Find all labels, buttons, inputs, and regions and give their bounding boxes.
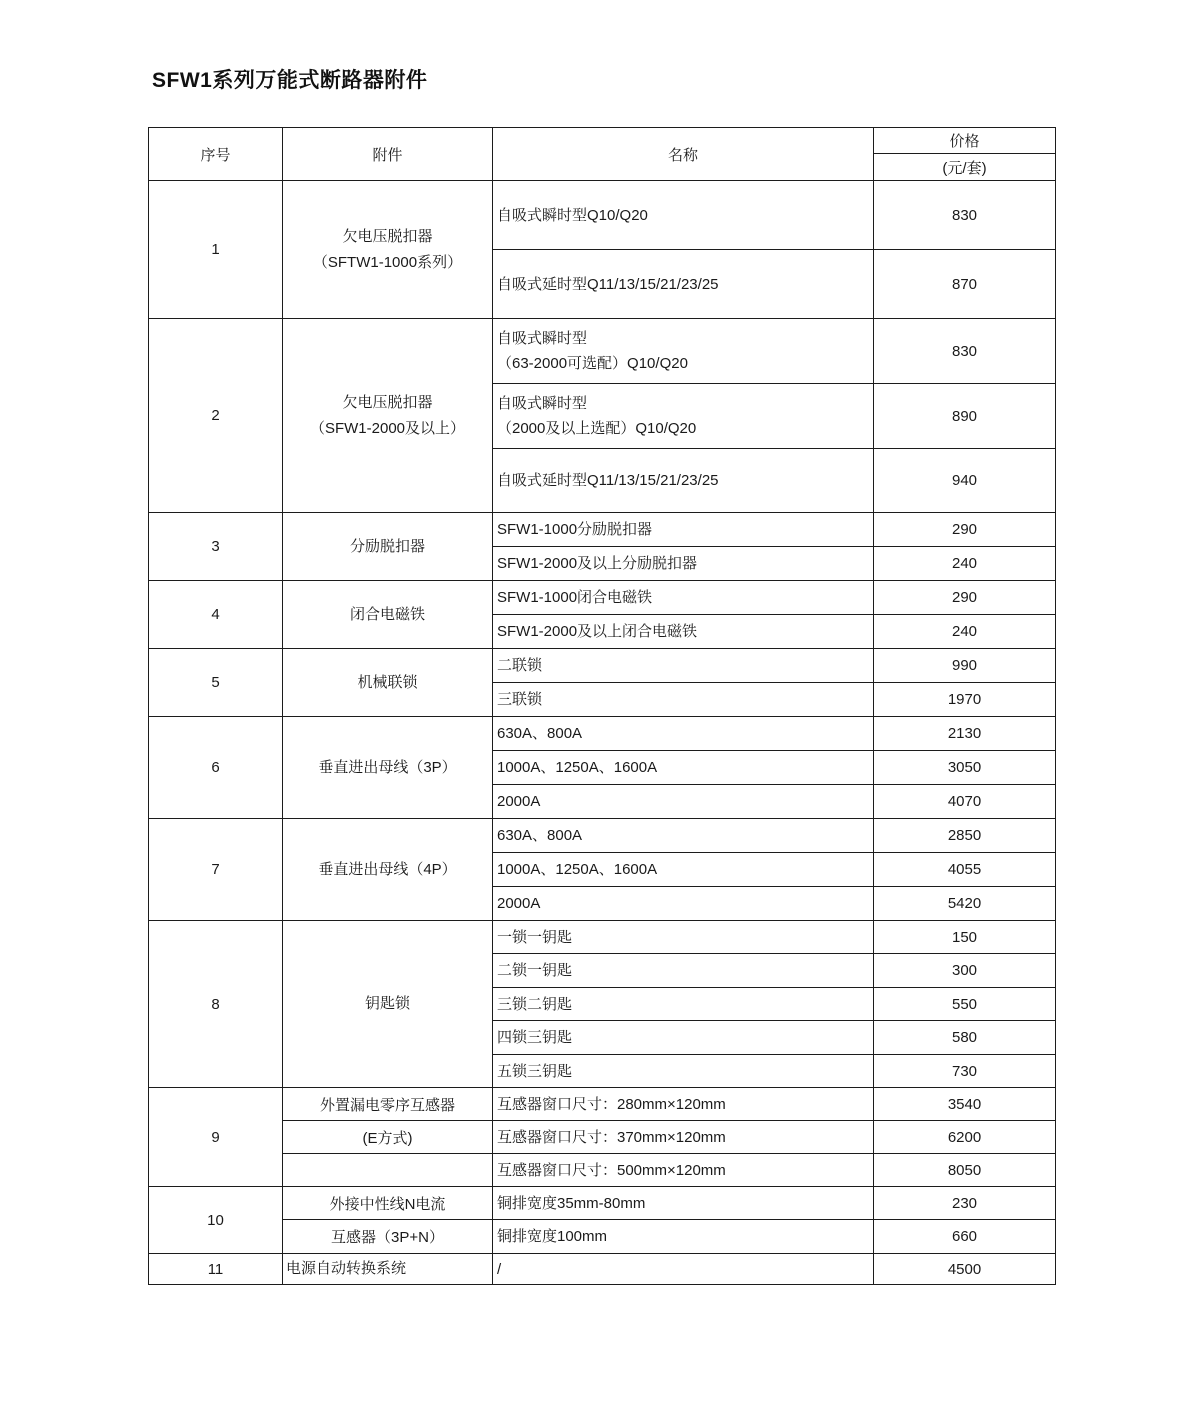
serial-cell: 10 — [149, 1187, 283, 1254]
name-label: 1000A、1250A、1600A — [497, 759, 658, 776]
price-cell: 2130 — [874, 717, 1056, 751]
table-row — [149, 513, 1056, 547]
price-cell: 290 — [874, 513, 1056, 547]
accessory-cell — [283, 717, 493, 819]
name-cell — [493, 1154, 874, 1187]
name-label: 630A、800A — [497, 827, 583, 844]
name-cell — [493, 1055, 874, 1088]
table-row — [149, 649, 1056, 683]
price-cell: 8050 — [874, 1154, 1056, 1187]
accessory-cell: 外接中性线N电流 — [283, 1187, 493, 1220]
accessory-cell — [283, 1254, 493, 1285]
accessory-label: 闭合电磁铁 — [349, 605, 425, 623]
serial-cell: 5 — [149, 649, 283, 717]
name-cell — [493, 954, 874, 988]
table-row — [149, 921, 1056, 954]
price-cell: 4055 — [874, 853, 1056, 887]
accessory-cell — [283, 1154, 493, 1187]
name-label: 二联锁 — [497, 657, 543, 674]
price-cell: 1970 — [874, 683, 1056, 717]
price-cell: 240 — [874, 615, 1056, 649]
name-label: 二锁一钥匙 — [497, 962, 573, 979]
price-cell: 870 — [874, 250, 1056, 319]
header-name: 名称 — [493, 128, 874, 181]
price-cell: 5420 — [874, 887, 1056, 921]
name-cell — [493, 1254, 874, 1285]
name-label: / — [497, 1260, 502, 1278]
accessory-cell — [283, 319, 493, 513]
price-cell: 230 — [874, 1187, 1056, 1220]
accessory-label: 钥匙锁 — [364, 995, 410, 1012]
name-label: 2000A — [497, 793, 541, 810]
name-cell — [493, 449, 874, 513]
name-cell — [493, 319, 874, 384]
name-label: 2000A — [497, 895, 541, 912]
name-cell — [493, 384, 874, 449]
serial-cell: 4 — [149, 581, 283, 649]
name-cell — [493, 513, 874, 547]
accessory-cell — [283, 921, 493, 1088]
accessory-label: （SFTW1-1000系列） — [312, 253, 463, 271]
name-label: 互感器窗口尺寸：500mm×120mm — [497, 1161, 726, 1179]
accessories-price-table — [148, 127, 1056, 1285]
name-cell — [493, 250, 874, 319]
name-label: 三锁二钥匙 — [497, 995, 573, 1013]
serial-cell: 8 — [149, 921, 283, 1088]
name-cell — [493, 819, 874, 853]
document-title: SFW1系列万能式断路器附件 — [152, 69, 428, 92]
price-cell: 6200 — [874, 1121, 1056, 1154]
price-cell: 4070 — [874, 785, 1056, 819]
price-cell: 990 — [874, 649, 1056, 683]
name-label: 一锁一钥匙 — [497, 928, 573, 946]
accessory-cell: 外置漏电零序互感器 — [283, 1088, 493, 1121]
accessory-label: 电源自动转换系统 — [286, 1260, 407, 1277]
serial-cell: 11 — [149, 1254, 283, 1285]
price-cell: 3050 — [874, 751, 1056, 785]
price-cell: 940 — [874, 449, 1056, 513]
accessory-cell — [283, 181, 493, 319]
name-label: 自吸式瞬时型 — [497, 395, 588, 412]
price-cell: 660 — [874, 1220, 1056, 1254]
name-label: SFW1-2000及以上闭合电磁铁 — [497, 623, 698, 640]
table-row — [149, 181, 1056, 250]
accessory-label: 欠电压脱扣器 — [342, 393, 433, 411]
table-row — [149, 1154, 1056, 1187]
accessory-cell — [283, 819, 493, 921]
price-cell: 730 — [874, 1055, 1056, 1088]
name-cell — [493, 649, 874, 683]
name-label: SFW1-2000及以上分励脱扣器 — [497, 555, 698, 572]
table-row — [149, 1187, 1056, 1220]
name-cell — [493, 1187, 874, 1220]
name-label: 互感器窗口尺寸：370mm×120mm — [497, 1128, 726, 1146]
table-row — [149, 1121, 1056, 1154]
accessory-label: 机械联锁 — [357, 673, 418, 691]
price-cell: 830 — [874, 319, 1056, 384]
table-row — [149, 1220, 1056, 1254]
price-cell: 3540 — [874, 1088, 1056, 1121]
price-cell: 150 — [874, 921, 1056, 954]
name-label: （2000及以上选配）Q10/Q20 — [497, 420, 697, 437]
name-cell — [493, 1220, 874, 1254]
name-cell — [493, 615, 874, 649]
name-cell — [493, 547, 874, 581]
price-cell: 290 — [874, 581, 1056, 615]
table-row — [149, 1088, 1056, 1121]
name-cell — [493, 921, 874, 954]
accessory-label: 欠电压脱扣器 — [342, 227, 433, 245]
name-cell — [493, 988, 874, 1021]
price-cell: 240 — [874, 547, 1056, 581]
price-cell: 890 — [874, 384, 1056, 449]
name-label: （63-2000可选配）Q10/Q20 — [497, 355, 688, 372]
table-row — [149, 819, 1056, 853]
serial-cell: 9 — [149, 1088, 283, 1187]
table-row — [149, 581, 1056, 615]
accessory-cell — [283, 513, 493, 581]
name-cell — [493, 1121, 874, 1154]
name-cell — [493, 751, 874, 785]
accessory-label: 分励脱扣器 — [349, 537, 425, 555]
name-label: 铜排宽度35mm-80mm — [497, 1194, 646, 1212]
name-cell — [493, 887, 874, 921]
table-body — [149, 181, 1056, 1285]
name-label: SFW1-1000分励脱扣器 — [497, 521, 653, 538]
name-label: 自吸式延时型Q11/13/15/21/23/25 — [497, 275, 719, 293]
name-label: 互感器窗口尺寸：280mm×120mm — [497, 1095, 726, 1113]
name-label: 四锁三钥匙 — [497, 1029, 573, 1046]
name-cell — [493, 853, 874, 887]
header-accessory: 附件 — [283, 128, 493, 181]
price-cell: 580 — [874, 1021, 1056, 1055]
serial-cell: 3 — [149, 513, 283, 581]
accessory-label: 垂直进出母线（4P） — [318, 860, 457, 878]
header-price-unit: (元/套) — [874, 154, 1056, 181]
name-label: 1000A、1250A、1600A — [497, 861, 658, 878]
header-row-1 — [149, 128, 1056, 154]
serial-cell: 7 — [149, 819, 283, 921]
table-row — [149, 1254, 1056, 1285]
name-cell — [493, 1021, 874, 1055]
accessory-cell — [283, 581, 493, 649]
name-label: 五锁三钥匙 — [497, 1062, 573, 1080]
price-cell: 300 — [874, 954, 1056, 988]
name-label: 铜排宽度100mm — [497, 1228, 608, 1245]
name-cell — [493, 717, 874, 751]
name-cell — [493, 181, 874, 250]
name-label: 630A、800A — [497, 725, 583, 742]
table-header — [149, 128, 1056, 181]
name-label: 自吸式瞬时型 — [497, 330, 588, 347]
name-cell — [493, 785, 874, 819]
accessory-label: 垂直进出母线（3P） — [318, 758, 457, 776]
accessory-cell: (E方式) — [283, 1121, 493, 1154]
name-cell — [493, 683, 874, 717]
price-cell: 550 — [874, 988, 1056, 1021]
price-cell: 4500 — [874, 1254, 1056, 1285]
name-label: 三联锁 — [497, 691, 543, 708]
accessory-cell: 互感器（3P+N） — [283, 1220, 493, 1254]
price-cell: 2850 — [874, 819, 1056, 853]
header-serial: 序号 — [149, 128, 283, 181]
accessory-label: （SFW1-2000及以上） — [309, 419, 466, 437]
serial-cell: 2 — [149, 319, 283, 513]
name-cell — [493, 581, 874, 615]
name-cell — [493, 1088, 874, 1121]
name-label: SFW1-1000闭合电磁铁 — [497, 589, 653, 606]
serial-cell: 6 — [149, 717, 283, 819]
table-row — [149, 319, 1056, 384]
name-label: 自吸式瞬时型Q10/Q20 — [497, 206, 648, 224]
header-price: 价格 — [874, 128, 1056, 154]
accessory-cell — [283, 649, 493, 717]
price-cell: 830 — [874, 181, 1056, 250]
table-row — [149, 717, 1056, 751]
serial-cell: 1 — [149, 181, 283, 319]
name-label: 自吸式延时型Q11/13/15/21/23/25 — [497, 472, 719, 489]
